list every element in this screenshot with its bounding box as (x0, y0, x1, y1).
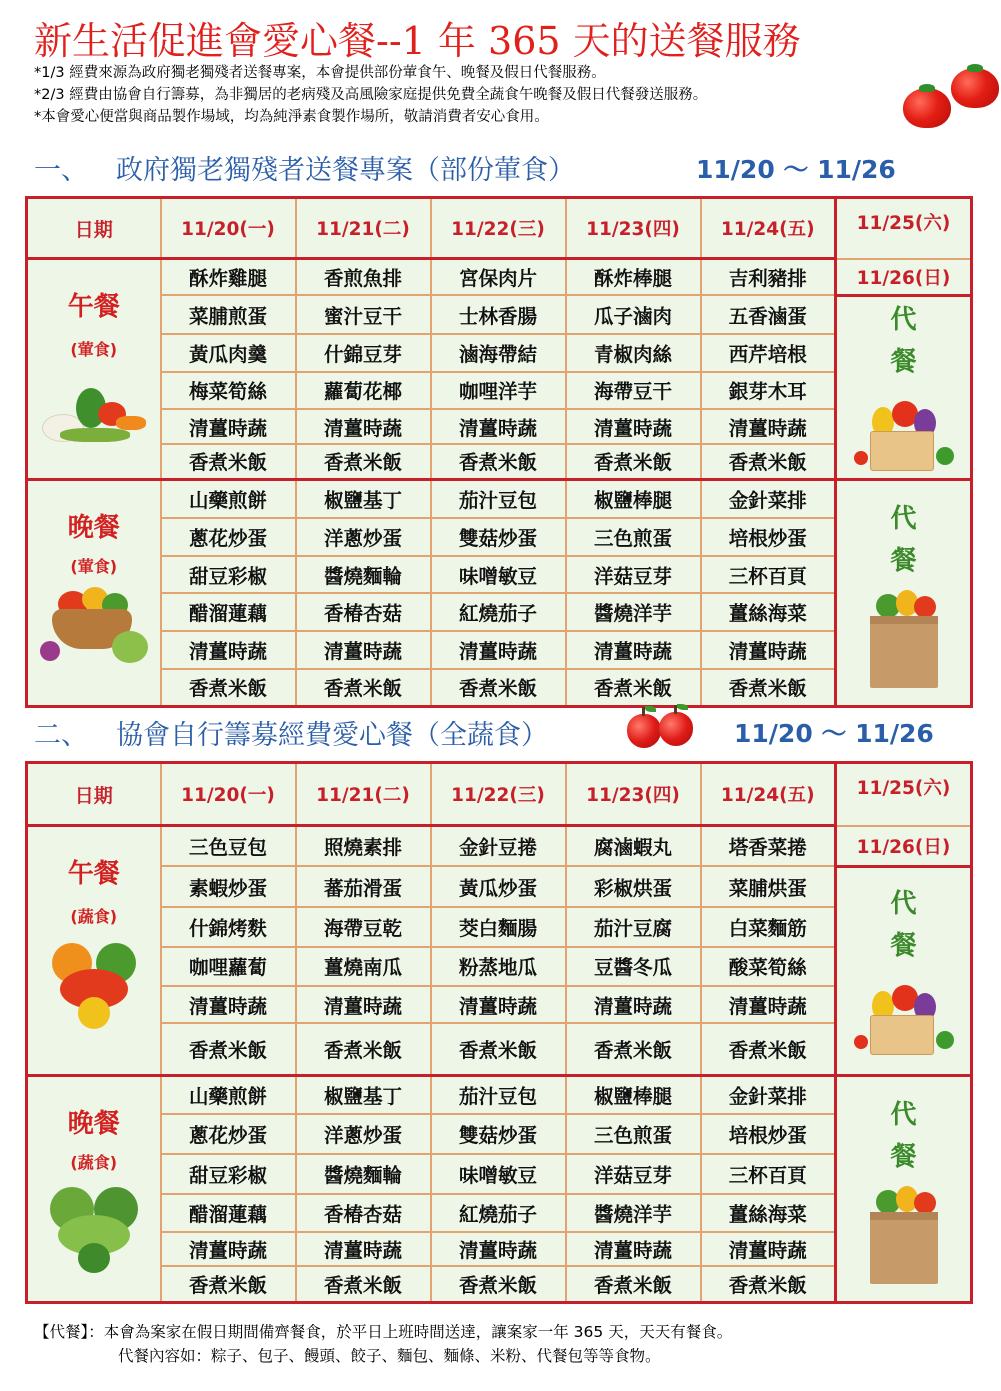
menu-item: 三杯百頁 (701, 1154, 836, 1194)
menu-item: 清薑時蔬 (431, 409, 566, 444)
meal-label-lunch: 午餐 (蔬食) (27, 826, 161, 1076)
menu-item: 青椒肉絲 (566, 334, 701, 372)
menu-item: 洋蔥炒蛋 (296, 518, 431, 556)
menu-item: 培根炒蛋 (701, 1114, 836, 1154)
menu-item: 腐滷蝦丸 (566, 826, 701, 867)
menu-item: 照燒素排 (296, 826, 431, 867)
date-header: 11/21(二) (296, 763, 431, 826)
menu-item: 香煮米飯 (566, 1266, 701, 1303)
menu-item: 豆醬冬瓜 (566, 947, 701, 987)
menu-item: 香煮米飯 (431, 669, 566, 707)
menu-item: 椒鹽基丁 (296, 479, 431, 518)
section-number: 一、 (34, 155, 88, 186)
menu-item: 酥炸棒腿 (566, 259, 701, 296)
menu-item: 香煮米飯 (701, 444, 836, 480)
menu-item: 香煮米飯 (161, 444, 296, 480)
section-title: 協會自行籌募經費愛心餐（全蔬食） (116, 720, 548, 751)
date-header: 11/23(四) (566, 198, 701, 259)
menu-item: 黃瓜炒蛋 (431, 866, 566, 907)
holiday-lunch-cell: 代 餐 (836, 295, 972, 479)
menu-item: 香煮米飯 (431, 1023, 566, 1076)
date-label: 日期 (27, 198, 161, 259)
menu-table (25, 196, 973, 708)
menu-item: 香煎魚排 (296, 259, 431, 296)
section-number: 二、 (34, 720, 88, 751)
menu-item: 士林香腸 (431, 295, 566, 334)
vegetable-heart-picture (42, 935, 146, 1035)
date-header: 11/23(四) (566, 763, 701, 826)
menu-item: 洋菇豆芽 (566, 1154, 701, 1194)
menu-item: 香煮米飯 (701, 669, 836, 707)
date-header: 11/20(一) (161, 198, 296, 259)
menu-item: 咖哩蘿蔔 (161, 947, 296, 987)
menu-item: 山藥煎餅 (161, 479, 296, 518)
menu-item: 薑絲海菜 (701, 593, 836, 631)
holiday-dinner-cell: 代 餐 (836, 1076, 972, 1303)
date-header: 11/24(五) (701, 763, 836, 826)
meal-label-dinner: 晚餐 (蔬食) (27, 1076, 161, 1303)
grocery-bag-picture (862, 1184, 946, 1284)
menu-item: 海帶豆干 (566, 372, 701, 410)
menu-item: 清薑時蔬 (161, 409, 296, 444)
menu-item: 酸菜筍絲 (701, 947, 836, 987)
menu-item: 椒鹽棒腿 (566, 1076, 701, 1115)
menu-item: 蔥花炒蛋 (161, 518, 296, 556)
holiday-lunch-cell: 代 餐 (836, 866, 972, 1075)
menu-item: 香煮米飯 (296, 444, 431, 480)
menu-item: 茄汁豆包 (431, 479, 566, 518)
holiday-date-sat: 11/25(六) (836, 198, 972, 259)
menu-table (25, 761, 973, 1304)
menu-item: 吉利豬排 (701, 259, 836, 296)
menu-item: 菜脯烘蛋 (701, 866, 836, 907)
menu-item: 三色豆包 (161, 826, 296, 867)
menu-item: 滷海帶結 (431, 334, 566, 372)
menu-item: 茄汁豆包 (431, 1076, 566, 1115)
menu-item: 白菜麵筋 (701, 907, 836, 947)
menu-item: 味噌敏豆 (431, 556, 566, 594)
menu-item: 蜜汁豆干 (296, 295, 431, 334)
grocery-bag-picture (862, 588, 946, 688)
menu-item: 醬燒麵輪 (296, 556, 431, 594)
holiday-dinner-cell: 代 餐 (836, 479, 972, 706)
meal-label-dinner: 晚餐 (葷食) (27, 479, 161, 706)
menu-item: 雙菇炒蛋 (431, 1114, 566, 1154)
menu-item: 茄汁豆腐 (566, 907, 701, 947)
menu-item: 味噌敏豆 (431, 1154, 566, 1194)
menu-item: 紅燒茄子 (431, 593, 566, 631)
menu-item: 洋菇豆芽 (566, 556, 701, 594)
menu-item: 清薑時蔬 (161, 986, 296, 1023)
menu-item: 酥炸雞腿 (161, 259, 296, 296)
menu-item: 清薑時蔬 (431, 1232, 566, 1266)
menu-item: 清薑時蔬 (296, 986, 431, 1023)
menu-item: 培根炒蛋 (701, 518, 836, 556)
tomato-icon (951, 68, 999, 108)
menu-item: 清薑時蔬 (566, 986, 701, 1023)
menu-item: 粉蒸地瓜 (431, 947, 566, 987)
menu-item: 清薑時蔬 (296, 631, 431, 669)
menu-item: 香煮米飯 (161, 1266, 296, 1303)
menu-item: 香椿杏菇 (296, 1194, 431, 1233)
menu-item: 三色煎蛋 (566, 1114, 701, 1154)
menu-item: 銀芽木耳 (701, 372, 836, 410)
vegetable-crate-picture (848, 975, 960, 1059)
menu-item: 香煮米飯 (431, 1266, 566, 1303)
date-header: 11/22(三) (431, 198, 566, 259)
menu-item: 香煮米飯 (161, 1023, 296, 1076)
footer-note (34, 1320, 732, 1368)
menu-item: 香煮米飯 (701, 1266, 836, 1303)
menu-item: 山藥煎餅 (161, 1076, 296, 1115)
note-line: *1/3 經費來源為政府獨老獨殘者送餐專案，本會提供部份葷食午、晚餐及假日代餐服務。 (34, 65, 606, 81)
apple-icon (627, 714, 661, 748)
section-heading (34, 713, 548, 752)
menu-item: 椒鹽基丁 (296, 1076, 431, 1115)
menu-item: 香煮米飯 (701, 1023, 836, 1076)
notes (34, 62, 707, 128)
menu-item: 海帶豆乾 (296, 907, 431, 947)
menu-item: 瓜子滷肉 (566, 295, 701, 334)
menu-item: 甜豆彩椒 (161, 1154, 296, 1194)
menu-item: 薑燒南瓜 (296, 947, 431, 987)
section-heading (34, 148, 575, 187)
menu-item: 香椿杏菇 (296, 593, 431, 631)
menu-item: 清薑時蔬 (701, 409, 836, 444)
note-line: *2/3 經費由協會自行籌募，為非獨居的老病殘及高風險家庭提供免費全蔬食午晚餐及假日代餐發送服務。 (34, 87, 708, 103)
menu-item: 西芹培根 (701, 334, 836, 372)
menu-item: 香煮米飯 (566, 1023, 701, 1076)
menu-item: 金針菜排 (701, 479, 836, 518)
menu-item: 清薑時蔬 (161, 631, 296, 669)
vegetable-basket-picture (38, 583, 150, 669)
menu-item: 蕃茄滑蛋 (296, 866, 431, 907)
menu-item: 醬燒麵輪 (296, 1154, 431, 1194)
vegetable-crate-picture (848, 391, 960, 475)
menu-item: 醬燒洋芋 (566, 1194, 701, 1233)
vegetables-picture (38, 378, 150, 454)
menu-item: 宮保肉片 (431, 259, 566, 296)
menu-item: 椒鹽棒腿 (566, 479, 701, 518)
menu-item: 香煮米飯 (431, 444, 566, 480)
menu-item: 蔥花炒蛋 (161, 1114, 296, 1154)
menu-item: 香煮米飯 (296, 1023, 431, 1076)
menu-item: 香煮米飯 (566, 444, 701, 480)
menu-item: 洋蔥炒蛋 (296, 1114, 431, 1154)
menu-item: 香煮米飯 (296, 1266, 431, 1303)
menu-item: 清薑時蔬 (566, 631, 701, 669)
menu-item: 清薑時蔬 (701, 1232, 836, 1266)
menu-item: 素蝦炒蛋 (161, 866, 296, 907)
menu-item: 醬燒洋芋 (566, 593, 701, 631)
menu-item: 香煮米飯 (296, 669, 431, 707)
date-header: 11/22(三) (431, 763, 566, 826)
section-date-range: 11/20 ～ 11/26 (734, 719, 934, 748)
menu-item: 茭白麵腸 (431, 907, 566, 947)
menu-item: 清薑時蔬 (296, 1232, 431, 1266)
section-date-range: 11/20 ～ 11/26 (696, 155, 896, 184)
menu-item: 香煮米飯 (161, 669, 296, 707)
menu-item: 五香滷蛋 (701, 295, 836, 334)
date-label: 日期 (27, 763, 161, 826)
holiday-date-sun: 11/26(日) (836, 259, 972, 296)
tomato-icon (903, 88, 951, 128)
menu-item: 醋溜蓮藕 (161, 1194, 296, 1233)
date-header: 11/21(二) (296, 198, 431, 259)
menu-item: 塔香菜捲 (701, 826, 836, 867)
menu-item: 清薑時蔬 (431, 986, 566, 1023)
menu-item: 咖哩洋芋 (431, 372, 566, 410)
section-title: 政府獨老獨殘者送餐專案（部份葷食） (116, 155, 575, 186)
menu-item: 清薑時蔬 (566, 409, 701, 444)
menu-item: 甜豆彩椒 (161, 556, 296, 594)
green-vegetables-heart-picture (42, 1181, 146, 1281)
menu-item: 黃瓜肉羹 (161, 334, 296, 372)
holiday-date-sat: 11/25(六) (836, 763, 972, 826)
menu-item: 三色煎蛋 (566, 518, 701, 556)
date-header: 11/24(五) (701, 198, 836, 259)
menu-item: 三杯百頁 (701, 556, 836, 594)
menu-item: 彩椒烘蛋 (566, 866, 701, 907)
note-line: *本會愛心便當與商品製作場域，均為純淨素食製作場所，敬請消費者安心食用。 (34, 109, 549, 125)
menu-item: 清薑時蔬 (161, 1232, 296, 1266)
apple-icon (659, 712, 693, 746)
footer-line: 【代餐】：本會為案家在假日期間備齊餐食，於平日上班時間送達，讓案家一年 365 天，天天有餐食。 (34, 1323, 733, 1341)
page-title: 新生活促進會愛心餐--1 年 365 天的送餐服務 (34, 19, 801, 63)
meal-label-lunch: 午餐 (葷食) (27, 259, 161, 480)
holiday-date-sun: 11/26(日) (836, 826, 972, 867)
menu-item: 雙菇炒蛋 (431, 518, 566, 556)
menu-item: 清薑時蔬 (701, 986, 836, 1023)
menu-item: 什錦烤麩 (161, 907, 296, 947)
menu-item: 金針菜排 (701, 1076, 836, 1115)
menu-item: 香煮米飯 (566, 669, 701, 707)
menu-item: 紅燒茄子 (431, 1194, 566, 1233)
menu-item: 菜脯煎蛋 (161, 295, 296, 334)
menu-item: 清薑時蔬 (296, 409, 431, 444)
menu-item: 蘿蔔花椰 (296, 372, 431, 410)
date-header: 11/20(一) (161, 763, 296, 826)
menu-item: 梅菜筍絲 (161, 372, 296, 410)
menu-item: 清薑時蔬 (566, 1232, 701, 1266)
footer-line: 代餐內容如：粽子、包子、饅頭、餃子、麵包、麵條、米粉、代餐包等等食物。 (118, 1347, 661, 1365)
menu-item: 清薑時蔬 (701, 631, 836, 669)
menu-item: 薑絲海菜 (701, 1194, 836, 1233)
menu-item: 金針豆捲 (431, 826, 566, 867)
menu-item: 醋溜蓮藕 (161, 593, 296, 631)
menu-item: 什錦豆芽 (296, 334, 431, 372)
menu-item: 清薑時蔬 (431, 631, 566, 669)
